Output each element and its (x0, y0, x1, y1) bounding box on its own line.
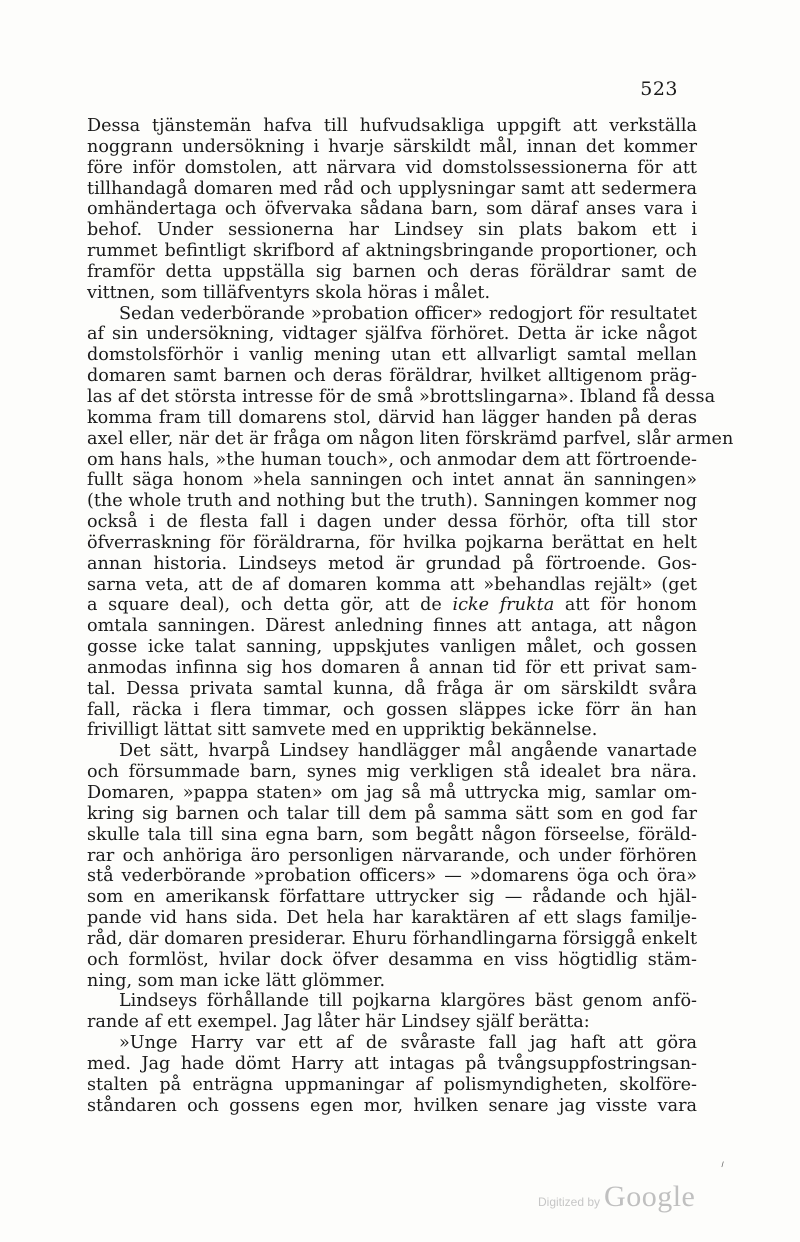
text-line: rande af ett exempel. Jag låter här Lindsey själf berätta: (87, 1012, 590, 1033)
text-line: Lindseys förhållande till pojkarna klargöres bäst genom anfö- (119, 991, 697, 1012)
text-line: anmodas infinna sig hos domaren å annan tid för ett privat sam- (87, 657, 697, 678)
watermark-brand: Google (604, 1180, 696, 1213)
text-line: Sedan vederbörande »probation officer» redogjort för resultatet (119, 303, 697, 324)
text-line: fall, räcka i flera timmar, och gossen släppes icke förr än han (87, 699, 697, 720)
text-line: pande vid hans sida. Det hela har karaktären af ett slags familje- (87, 908, 697, 929)
text-line: komma fram till domarens stol, därvid han lägger handen på deras (87, 407, 697, 428)
text-line: axel eller, när det är fråga om någon liten förskrämd parfvel, slår armen (87, 428, 734, 449)
text-line: kring sig barnen och talar till dem på samma sätt som en god far (87, 803, 697, 824)
text-line: las af det största intresse för de små »brottslingarna». Ibland få dessa (87, 386, 716, 407)
paragraph (87, 1033, 697, 1116)
text-line: och formlöst, hvilar dock öfver desamma en viss högtidlig stäm- (87, 949, 697, 970)
text-line: tillhandagå domaren med råd och upplysningar samt att sedermera (87, 178, 697, 199)
text-line: af sin undersökning, vidtager själfva förhöret. Detta är icke något (87, 324, 697, 345)
text-line: a square deal), och detta gör, att de icke frukta att för honom (87, 595, 697, 616)
text-line: annan historia. Lindseys metod är grundad på förtroende. Gos- (87, 553, 697, 574)
text-line: ståndaren och gossens egen mor, hvilken senare jag visste vara (87, 1095, 697, 1116)
digitization-watermark (538, 1180, 695, 1214)
text-line: fullt säga honom »hela sanningen och intet annat än sanningen» (87, 470, 697, 491)
text-line: vittnen, som tilläfventyrs skola höras i målet. (87, 282, 491, 303)
paragraph (87, 303, 734, 742)
text-line: rar och anhöriga äro personligen närvarande, och under förhören (87, 845, 697, 866)
paragraph (87, 116, 697, 304)
text-line: också i de flesta fall i dagen under dessa förhör, ofta till stor (87, 512, 697, 533)
text-line: om hans hals, »the human touch», och anmodar dem att förtroende- (87, 449, 697, 470)
text-line: och försummade barn, synes mig verkligen stå idealet bra nära. (87, 762, 697, 783)
watermark-prefix: Digitized by (538, 1195, 601, 1209)
text-line: sarna veta, att de af domaren komma att »behandlas rejält» (get (87, 574, 697, 595)
text-line: ning, som man icke lätt glömmer. (87, 970, 386, 991)
text-line: rummet befintligt skrifbord af aktningsbringande proportioner, och (87, 241, 697, 262)
text-line: före inför domstolen, att närvara vid domstolssessionerna för att (87, 157, 697, 178)
paragraph (87, 741, 697, 991)
text-line: öfverraskning för föräldrarna, för hvilka pojkarna berättat en helt (87, 532, 697, 553)
text-line: domaren samt barnen och deras föräldrar, hvilket alltigenom präg- (87, 366, 697, 387)
text-line: omtala sanningen. Därest anledning finnes att antaga, att någon (87, 616, 697, 637)
text-line: med. Jag hade dömt Harry att intagas på tvångsuppfostringsan- (87, 1053, 697, 1074)
text-line: gosse icke talat sanning, uppskjutes vanligen målet, och gossen (87, 637, 697, 658)
text-line: omhändertaga och öfvervaka sådana barn, som däraf anses vara i (87, 199, 697, 220)
text-line: skulle tala till sina egna barn, som begått någon förseelse, föräld- (87, 824, 697, 845)
text-line: domstolsförhör i vanlig mening utan ett allvarligt samtal mellan (87, 345, 697, 366)
page-number: 523 (640, 78, 678, 100)
text-line: »Unge Harry var ett af de svåraste fall jag haft att göra (119, 1033, 697, 1054)
text-line: noggrann undersökning i hvarje särskildt mål, innan det kommer (87, 136, 697, 157)
text-line: stalten på enträgna uppmaningar af polismyndigheten, skolföre- (87, 1074, 697, 1095)
text-line: frivilligt lättat sitt samvete med en uppriktig bekännelse. (87, 720, 598, 741)
text-line: framför detta uppställa sig barnen och deras föräldrar samt de (87, 261, 697, 282)
text-line: Det sätt, hvarpå Lindsey handlägger mål angående vanartade (119, 741, 697, 762)
margin-mark: ⸝ (715, 1154, 728, 1170)
text-line: som en amerikansk författare uttrycker sig — rådande och hjäl- (87, 887, 697, 908)
body-text (87, 116, 734, 1117)
text-line: stå vederbörande »probation officers» — »domarens öga och öra» (87, 866, 697, 887)
text-line: tal. Dessa privata samtal kunna, då fråga är om särskildt svåra (87, 678, 697, 699)
text-line: (the whole truth and nothing but the truth). Sanningen kommer nog (87, 491, 697, 512)
text-line: Dessa tjänstemän hafva till hufvudsakliga uppgift att verkställa (87, 116, 697, 136)
text-line: Domaren, »pappa staten» om jag så må uttrycka mig, samlar om- (87, 783, 697, 803)
paragraph (87, 991, 697, 1033)
emphasis: icke frukta (452, 595, 555, 616)
text-line: råd, där domaren presiderar. Ehuru förhandlingarna försiggå enkelt (87, 928, 698, 949)
text-line: behof. Under sessionerna har Lindsey sin plats bakom ett i (87, 220, 697, 241)
